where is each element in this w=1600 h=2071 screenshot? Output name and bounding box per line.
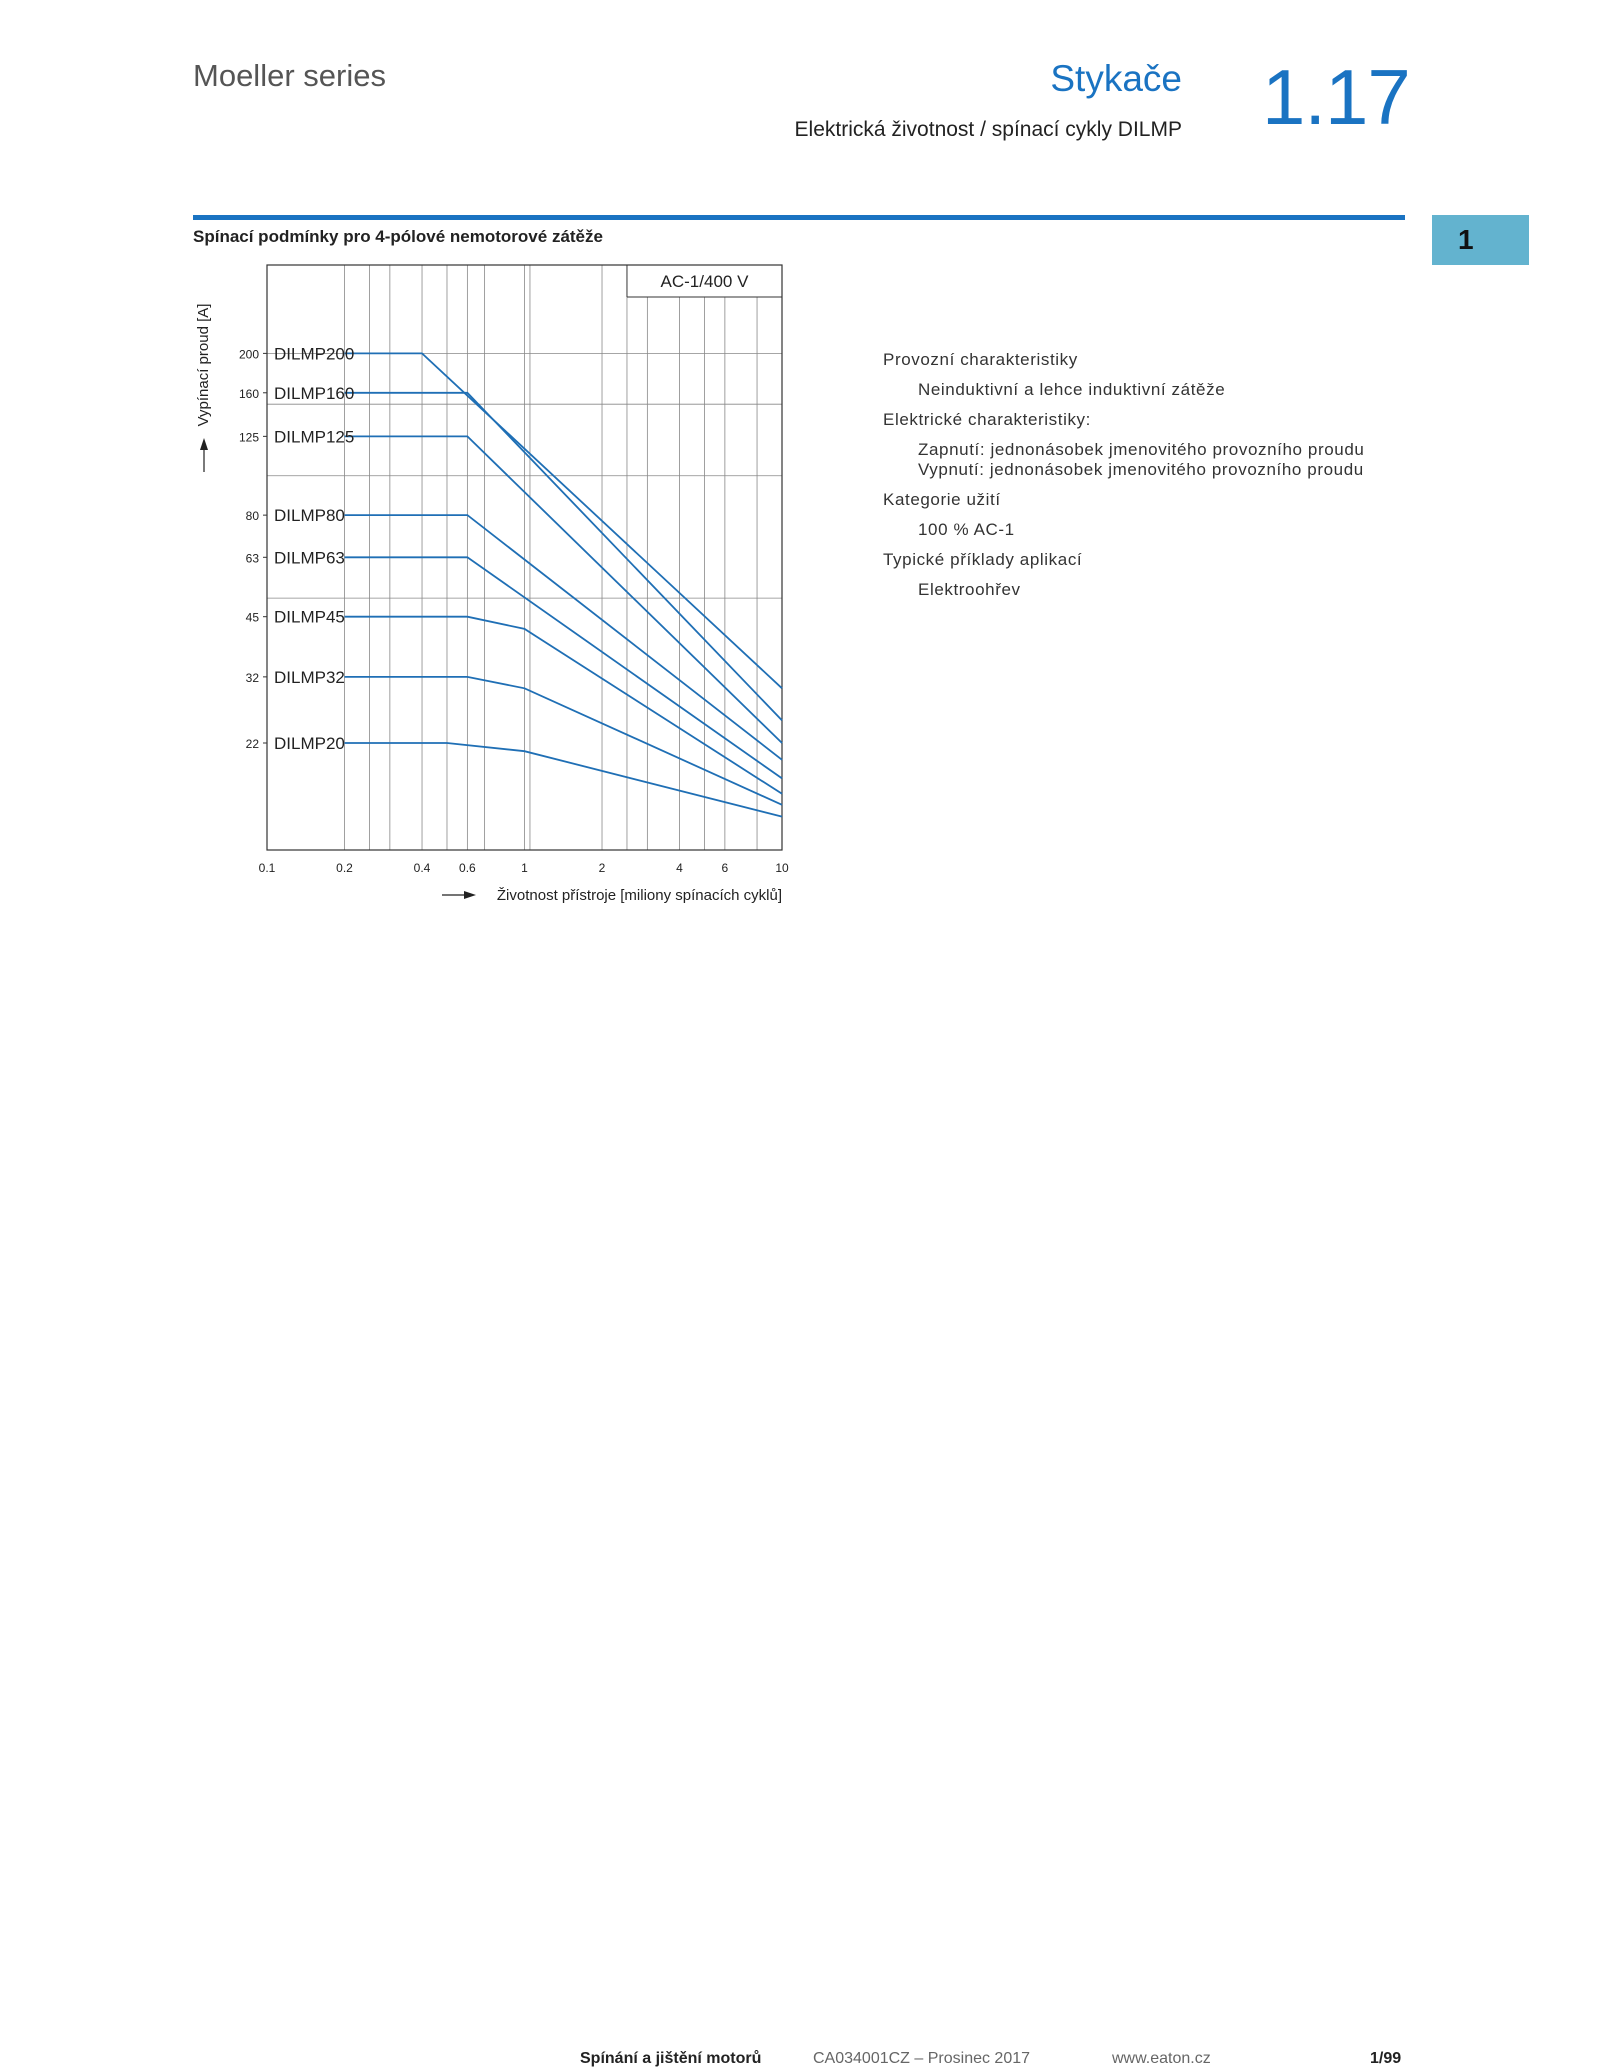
category-item: 100 % AC-1 xyxy=(918,520,1015,539)
life-curve-chart xyxy=(160,250,800,910)
chapter-tab: 1 xyxy=(1432,215,1529,265)
y-tick-label: 22 xyxy=(245,737,259,752)
y-axis-arrow-head xyxy=(200,438,208,450)
page-title: Stykače xyxy=(1050,58,1182,99)
applications-item: Elektroohřev xyxy=(918,580,1021,599)
y-tick-label: 125 xyxy=(238,430,259,445)
electrical-break-item: Vypnutí: jednonásobek jmenovitého provozního proudu xyxy=(918,460,1364,479)
operating-heading: Provozní charakteristiky xyxy=(883,350,1078,369)
x-tick-label: 1 xyxy=(521,861,528,875)
brand-name: Moeller series xyxy=(193,58,386,93)
series-label: DILMP63 xyxy=(274,548,345,568)
page-number: 1/99 xyxy=(1370,2050,1402,2067)
section-number: 1.17 xyxy=(1262,53,1410,141)
header-rule xyxy=(193,215,1405,220)
characteristics-panel xyxy=(883,350,1364,610)
category-heading: Kategorie užití xyxy=(883,490,1001,509)
series-line xyxy=(345,743,783,817)
x-tick-label: 2 xyxy=(598,861,606,875)
x-axis-label: Životnost přístroje [miliony spínacích cyklů] xyxy=(496,887,782,904)
chart-series xyxy=(345,353,783,816)
series-label: DILMP125 xyxy=(274,427,355,447)
x-tick-label: 0.1 xyxy=(258,861,276,875)
series-label: DILMP200 xyxy=(274,344,355,364)
series-line xyxy=(345,353,783,688)
figure-caption: Spínací podmínky pro 4-pólové nemotorové zátěže xyxy=(193,227,603,246)
series-label: DILMP45 xyxy=(274,607,345,627)
series-label: DILMP80 xyxy=(274,506,345,526)
series-line xyxy=(345,677,783,805)
electrical-make-item: Zapnutí: jednonásobek jmenovitého provozního proudu xyxy=(918,440,1365,459)
operating-item: Neinduktivní a lehce induktivní zátěže xyxy=(918,380,1226,399)
series-label: DILMP160 xyxy=(274,383,355,403)
series-line xyxy=(345,515,783,760)
x-tick-label: 6 xyxy=(721,861,729,875)
x-axis-arrow-head xyxy=(464,891,476,899)
page-subtitle: Elektrická životnost / spínací cykly DILMP xyxy=(794,118,1182,141)
y-tick-label: 160 xyxy=(238,386,259,401)
chart-labels xyxy=(195,272,789,904)
series-label: DILMP32 xyxy=(274,667,345,687)
y-tick-label: 32 xyxy=(245,670,259,685)
footer-url: www.eaton.cz xyxy=(1112,2050,1211,2067)
x-tick-label: 4 xyxy=(676,861,683,875)
electrical-heading: Elektrické charakteristiky: xyxy=(883,410,1091,429)
applications-heading: Typické příklady aplikací xyxy=(883,550,1083,569)
y-tick-label: 80 xyxy=(245,509,259,524)
footer-title: Spínání a jištění motorů xyxy=(580,2050,762,2067)
annotation-text: AC-1/400 V xyxy=(660,272,749,291)
x-tick-label: 10 xyxy=(775,861,789,875)
y-axis-label: Vypínací proud [A] xyxy=(195,303,212,427)
y-tick-label: 45 xyxy=(245,610,259,625)
y-tick-label: 63 xyxy=(245,551,259,566)
x-tick-label: 0.4 xyxy=(413,861,431,875)
y-tick-label: 200 xyxy=(238,347,259,362)
x-tick-label: 0.2 xyxy=(336,861,353,875)
x-tick-label: 0.6 xyxy=(459,861,476,875)
series-label: DILMP20 xyxy=(274,734,345,754)
footer-code: CA034001CZ – Prosinec 2017 xyxy=(813,2050,1031,2067)
